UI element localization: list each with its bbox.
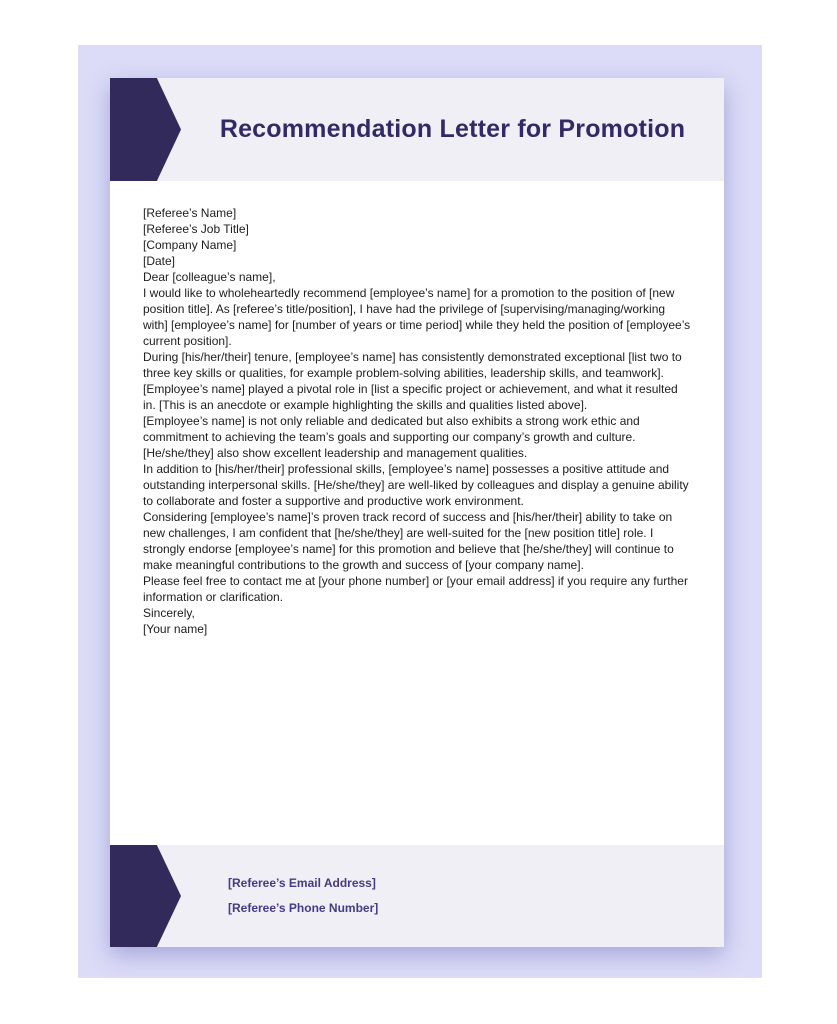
paragraph-interpersonal-skills: In addition to [his/her/their] professional skills, [employee’s name] possesses a positive attitude and outstanding interpersonal skills. [He/she/they] are well-liked by colleagues and display a genuine ability to collaborate and foster a supportive and productive work environment. [143, 462, 689, 508]
referee-email-line: [Referee’s Email Address] [228, 876, 376, 890]
referee-name-line: [Referee’s Name] [143, 206, 237, 220]
referee-job-title-line: [Referee’s Job Title] [143, 222, 249, 236]
company-name-line: [Company Name] [143, 238, 237, 252]
letter-footer-band [110, 845, 724, 947]
paragraph-introduction: I would like to wholeheartedly recommend [employee’s name] for a promotion to the position of [new position title]. As [referee’s title/position], I have had the privilege of [supervising/managing/working with] [employee’s name] for [number of years or time period] while they held the position of [employee’s current position]. [143, 286, 691, 348]
arrow-banner-icon [110, 78, 181, 181]
letter-body [110, 181, 724, 637]
signature-line: [Your name] [143, 622, 208, 636]
referee-phone-line: [Referee’s Phone Number] [228, 901, 379, 915]
paragraph-work-ethic: [Employee’s name] is not only reliable and dedicated but also exhibits a strong work ethic and commitment to achieving the team’s goals and supporting our company’s growth and culture. [He/she/they] also show excellent leadership and management qualities. [143, 414, 640, 460]
letter-page [110, 78, 724, 947]
paragraph-contact: Please feel free to contact me at [your phone number] or [your email address] if you require any further information or clarification. [143, 574, 688, 604]
page-title: Recommendation Letter for Promotion [219, 115, 686, 143]
date-line: [Date] [143, 254, 176, 268]
salutation-line: Dear [colleague’s name], [143, 270, 276, 284]
paragraph-tenure-skills: During [his/her/their] tenure, [employee’s name] has consistently demonstrated exceptional [list two to three key skills or qualities, for example problem-solving abilities, leadership skills, and teamwork]. [Employee’s name] played a pivotal role in [list a specific project or achievement, and what it resulted in. [This is an anecdote or example highlighting the skills and qualities listed above]. [143, 350, 682, 412]
footer-contact-block [228, 875, 378, 925]
arrow-banner-icon [110, 845, 181, 947]
letter-header-band [110, 78, 724, 181]
lavender-backdrop [78, 45, 762, 978]
paragraph-endorsement: Considering [employee’s name]’s proven track record of success and [his/her/their] ability to take on new challenges, I am confident that [he/she/they] are well-suited for the [new position title] role. I strongly endorse [employee’s name] for this promotion and believe that [he/she/they] will continue to make meaningful contributions to the growth and success of [your company name]. [143, 510, 674, 572]
closing-line: Sincerely, [143, 606, 195, 620]
